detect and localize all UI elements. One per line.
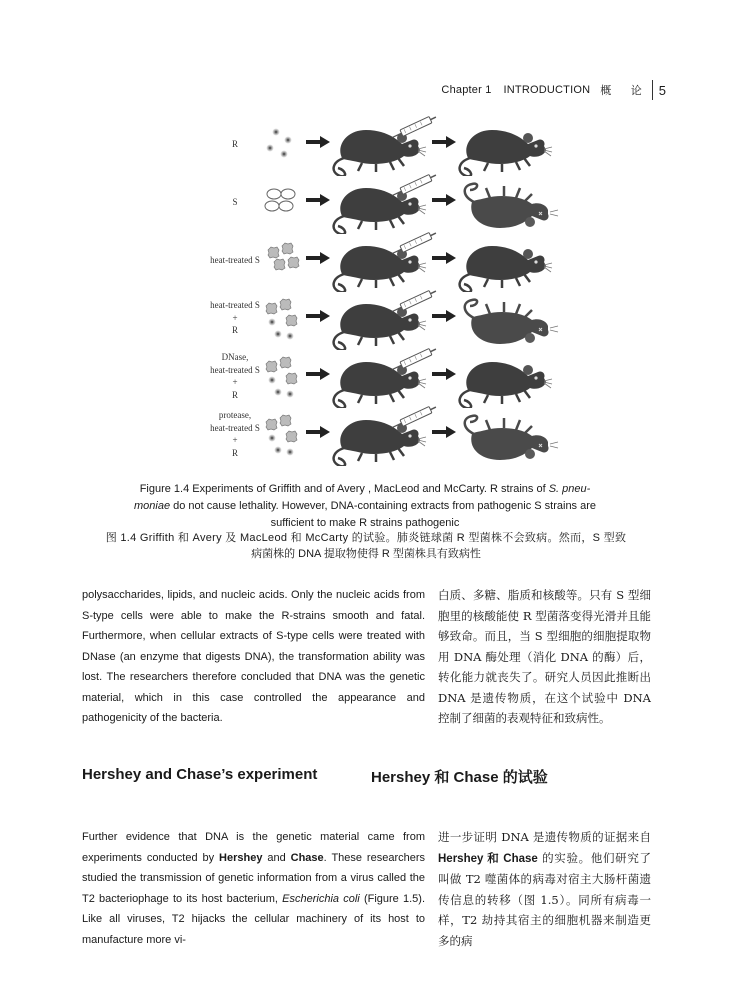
caption-zh-line1: 图 1.4 Griffith 和 Avery 及 MacLeod 和 McCarty 的试验。肺炎链球菌 R 型菌株不会致病。然而，S 型致 (105, 532, 627, 544)
row-label-line: R (231, 325, 238, 336)
row-label-line: heat-treated S (210, 364, 260, 375)
row-label-line: heat-treated S (210, 254, 260, 265)
row-label-line: R (231, 138, 238, 149)
mouse-dead-icon (465, 300, 558, 344)
para2-en-ecoli: Escherichia coli (282, 892, 360, 905)
arrow-icon (446, 368, 456, 380)
syringe-icon (392, 232, 436, 253)
row-label-line: heat-treated S (210, 300, 260, 311)
arrow-icon (320, 136, 330, 148)
syringe-icon (392, 116, 436, 137)
row-illustration (200, 170, 630, 234)
row-label-line: + (232, 377, 238, 387)
row-illustration (200, 344, 630, 408)
row-illustration (200, 228, 630, 292)
experiment-row (200, 170, 630, 234)
header-divider (652, 80, 653, 100)
arrow-icon (320, 194, 330, 206)
caption-en-species-2: moniae (133, 500, 171, 512)
bacteria-cells (266, 299, 297, 340)
row-illustration (200, 112, 630, 176)
experiment-row (200, 228, 630, 292)
experiment-row (200, 112, 630, 176)
caption-en-line3: sufficient to make R strains pathogenic (270, 517, 460, 529)
para2-en-hershey: Hershey (219, 851, 263, 864)
row-label-line: S (232, 196, 238, 207)
para2-zh-text-1: 进一步证明 DNA 是遗传物质的证据来自 (438, 830, 651, 844)
section-label: INTRODUCTION (503, 84, 591, 96)
row-illustration (200, 402, 630, 466)
experiment-row (200, 402, 630, 466)
caption-en-line1: Figure 1.4 Experiments of Griffith and of Avery , MacLeod and McCarty. R strains of (139, 483, 549, 495)
para2-en-text-3: (Figure 1.5). Like all viruses, T2 hijacks the cellular machinery of its host to manufacture more vi- (82, 892, 426, 946)
arrow-icon (320, 252, 330, 264)
paragraph-en-2 (82, 827, 425, 950)
section-heading-en: Hershey and Chase’s experiment (82, 766, 318, 783)
bacteria-cells (268, 243, 299, 270)
syringe-icon (392, 290, 436, 311)
row-label-line: protease, (218, 410, 252, 420)
bacteria-cells (266, 415, 297, 456)
para2-en-and: and (262, 851, 291, 864)
row-label-line: + (232, 435, 238, 445)
paragraph-zh-1: 白质、多糖、脂质和核酸等。只有 S 型细胞里的核酸能使 R 型菌落变得光滑并且能够致命。而且，当 S 型细胞的细胞提取物用 DNA 酶处理（消化 DNA 的酶）后，转化能力就丧失了。研究人员因此推断出 DNA 是遗传物质，在这个试验中 DNA 控制了细菌的表观特征和致病性。 (438, 588, 651, 725)
mouse-dead-icon (465, 416, 558, 460)
figure-caption-en (100, 481, 630, 532)
arrow-icon (446, 136, 456, 148)
caption-en-species-1: S. pneu- (548, 483, 591, 495)
row-label-line: DNase, (221, 352, 249, 362)
running-head (441, 80, 666, 100)
mouse-dead-icon (465, 184, 558, 228)
syringe-icon (392, 174, 436, 195)
para2-en-text-2: . These researchers studied the transmission of genetic information from a virus called the T2 bacteriophage to its host bacterium, (82, 851, 426, 905)
bacteria-cells (265, 189, 295, 211)
paragraph-zh-2 (438, 827, 651, 951)
figure-caption-zh (80, 530, 652, 562)
arrow-icon (320, 368, 330, 380)
para2-zh-names: Hershey 和 Chase (438, 852, 538, 865)
arrow-icon (320, 426, 330, 438)
para2-zh-text-2: 的实验。他们研究了叫做 T2 噬菌体的病毒对宿主大肠杆菌遗传信息的转移（图 1.5）。同所有病毒一样，T2 劫持其宿主的细胞机器来制造更多的病 (438, 850, 652, 948)
experiment-row (200, 286, 630, 350)
arrow-icon (446, 252, 456, 264)
chapter-label: Chapter 1 (441, 84, 492, 96)
section-label-zh: 概 论 (600, 84, 650, 97)
row-label-line: heat-treated S (210, 422, 260, 433)
section-heading-zh: Hershey 和 Chase 的试验 (371, 769, 548, 786)
page-number: 5 (658, 82, 666, 98)
caption-zh-line2: 病菌株的 DNA 提取物使得 R 型菌株具有致病性 (251, 548, 481, 560)
row-label-line: + (232, 312, 238, 323)
row-label-line: R (231, 447, 238, 458)
arrow-icon (446, 310, 456, 322)
bacteria-cells (267, 129, 292, 158)
para2-en-chase: Chase (290, 851, 324, 864)
arrow-icon (446, 194, 456, 206)
experiment-row (200, 344, 630, 408)
mouse-injected (334, 420, 426, 466)
griffith-experiment-figure (200, 108, 630, 468)
arrow-icon (320, 310, 330, 322)
arrow-icon (446, 426, 456, 438)
syringe-icon (392, 406, 436, 427)
bacteria-cells (266, 357, 297, 398)
syringe-icon (392, 348, 436, 369)
row-illustration (200, 286, 630, 350)
caption-en-line2: do not cause lethality. However, DNA-containing extracts from pathogenic S strains are (170, 500, 597, 512)
row-label-line: R (231, 389, 238, 400)
paragraph-en-1: polysaccharides, lipids, and nucleic acids. Only the nucleic acids from S-type cells were able to make the R-strains smooth and fatal. Furthermore, when cellular extracts of S-type cells were treated with DNase (an enzyme that digests DNA), the transformation ability was lost. The researchers therefore concluded that DNA was the genetic material, which in this case controlled the appearance and pathogenicity of the bacteria. (82, 589, 425, 724)
para2-en-text-1: Further evidence that DNA is the genetic material came from experiments conducted by (82, 831, 425, 864)
